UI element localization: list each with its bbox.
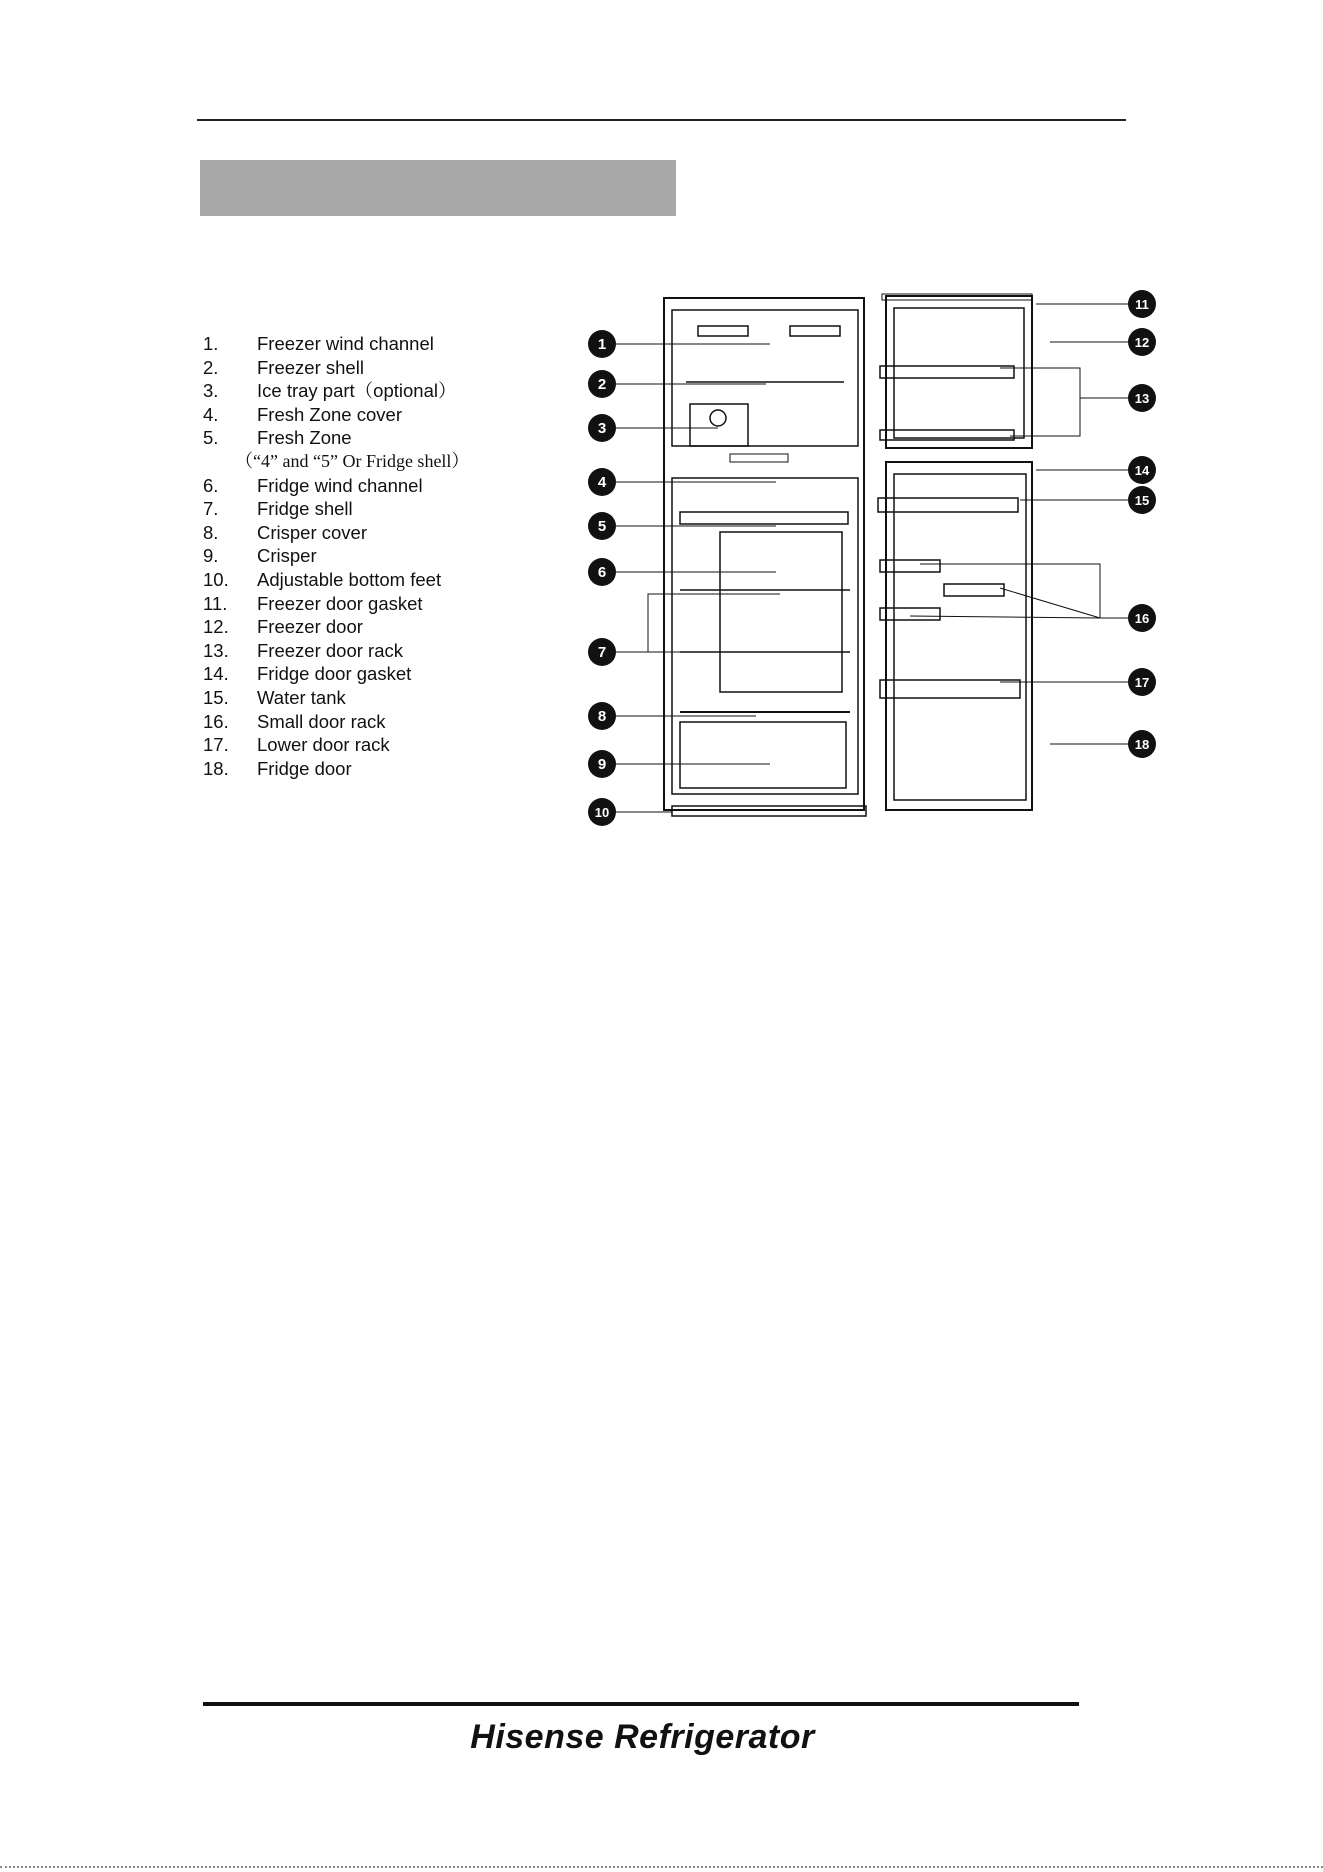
list-item [203, 757, 469, 781]
callout-9 [588, 750, 616, 778]
part-label: Freezer door [257, 616, 363, 638]
part-number: 4. [203, 403, 219, 425]
brand-logo-text: Hisense Refrigerator [470, 1718, 815, 1756]
callout-3 [588, 414, 616, 442]
top-rule [197, 119, 1126, 121]
list-item [203, 710, 469, 734]
fridge-wind-channel [720, 532, 842, 692]
callout-8 [588, 702, 616, 730]
page-edge-dots [0, 1866, 1323, 1868]
part-label: Freezer shell [257, 356, 364, 378]
callout-4 [588, 468, 616, 496]
part-label: Ice tray part（optional） [257, 380, 457, 402]
part-number: 3. [203, 380, 219, 402]
part-number: 6. [203, 474, 219, 496]
svg-text:2: 2 [597, 376, 607, 393]
svg-text:7: 7 [597, 644, 607, 661]
part-label: Fridge shell [257, 498, 353, 520]
list-item [203, 332, 469, 356]
part-label: Freezer door gasket [257, 592, 423, 614]
list-item [203, 544, 469, 568]
list-item [203, 379, 469, 403]
svg-text:8: 8 [597, 708, 607, 725]
part-label: Fridge door gasket [257, 663, 412, 685]
svg-text:4: 4 [597, 474, 607, 491]
part-label: Water tank [257, 686, 346, 708]
freezer-door-inner [894, 308, 1024, 438]
svg-text:15: 15 [1134, 493, 1150, 508]
refrigerator-diagram [580, 282, 1180, 842]
svg-text:6: 6 [597, 564, 607, 581]
bottom-rule [203, 1702, 1079, 1706]
callout-5 [588, 512, 616, 540]
part-number: 7. [203, 498, 219, 520]
svg-text:1: 1 [597, 336, 607, 353]
part-number: 16. [203, 710, 229, 732]
part-label: Adjustable bottom feet [257, 568, 442, 590]
svg-text:11: 11 [1135, 297, 1149, 312]
callouts [588, 290, 1156, 826]
part-number: 10. [203, 568, 229, 590]
svg-text:3: 3 [597, 420, 607, 437]
list-item [203, 521, 469, 545]
part-number: 1. [203, 333, 219, 354]
list-item [203, 662, 469, 686]
callout-11 [1128, 290, 1156, 318]
list-item [203, 497, 469, 521]
svg-text:10: 10 [594, 805, 610, 820]
list-item [203, 403, 469, 427]
callout-15 [1128, 486, 1156, 514]
callout-13 [1128, 384, 1156, 412]
callout-1 [588, 330, 616, 358]
list-item [203, 474, 469, 498]
list-item [203, 568, 469, 592]
part-label: Small door rack [257, 710, 386, 732]
part-label: Fresh Zone [257, 427, 352, 449]
list-item [203, 686, 469, 710]
part-label: Fridge wind channel [257, 474, 423, 496]
section-header-band [200, 160, 676, 216]
part-label: Fresh Zone cover [257, 403, 402, 425]
callout-17 [1128, 668, 1156, 696]
fridge-door-outline [886, 462, 1032, 810]
fresh-zone-note: （“4” and “5” Or Fridge shell） [235, 450, 470, 471]
callout-7 [588, 638, 616, 666]
list-item [203, 426, 469, 450]
part-number: 14. [203, 663, 229, 685]
part-label: Freezer wind channel [257, 333, 434, 354]
part-number: 15. [203, 686, 229, 708]
list-item [203, 592, 469, 616]
callout-12 [1128, 328, 1156, 356]
freezer-door-outline [886, 296, 1032, 448]
crisper [680, 722, 846, 788]
part-number: 5. [203, 427, 219, 449]
svg-text:18: 18 [1134, 737, 1150, 752]
callout-10 [588, 798, 616, 826]
part-number: 9. [203, 545, 219, 567]
part-label: Fridge door [257, 757, 352, 779]
part-number: 2. [203, 356, 219, 378]
svg-text:14: 14 [1134, 463, 1150, 478]
freezer-compartment [672, 310, 858, 446]
part-label: Crisper cover [257, 521, 367, 543]
part-number: 11. [203, 592, 228, 614]
fridge-door-inner [894, 474, 1026, 800]
part-label: Lower door rack [257, 734, 390, 756]
fridge-compartment [672, 478, 858, 794]
list-item [203, 615, 469, 639]
svg-text:9: 9 [597, 756, 607, 773]
water-tank [878, 498, 1018, 512]
svg-text:13: 13 [1134, 391, 1150, 406]
part-label: Crisper [257, 545, 317, 567]
callout-14 [1128, 456, 1156, 484]
list-item [203, 639, 469, 663]
callout-6 [588, 558, 616, 586]
part-number: 17. [203, 734, 229, 756]
callout-2 [588, 370, 616, 398]
parts-list [203, 332, 469, 780]
part-number: 12. [203, 616, 229, 638]
fresh-zone [680, 512, 848, 524]
callout-16 [1128, 604, 1156, 632]
part-number: 8. [203, 521, 219, 543]
callout-18 [1128, 730, 1156, 758]
cabinet-outline [664, 298, 864, 810]
svg-text:5: 5 [597, 518, 607, 535]
svg-text:16: 16 [1134, 611, 1150, 626]
list-item [203, 356, 469, 380]
svg-text:12: 12 [1134, 335, 1150, 350]
part-number: 13. [203, 639, 229, 661]
svg-text:17: 17 [1134, 675, 1150, 690]
part-label: Freezer door rack [257, 639, 403, 661]
list-item [203, 733, 469, 757]
part-number: 18. [203, 757, 229, 779]
